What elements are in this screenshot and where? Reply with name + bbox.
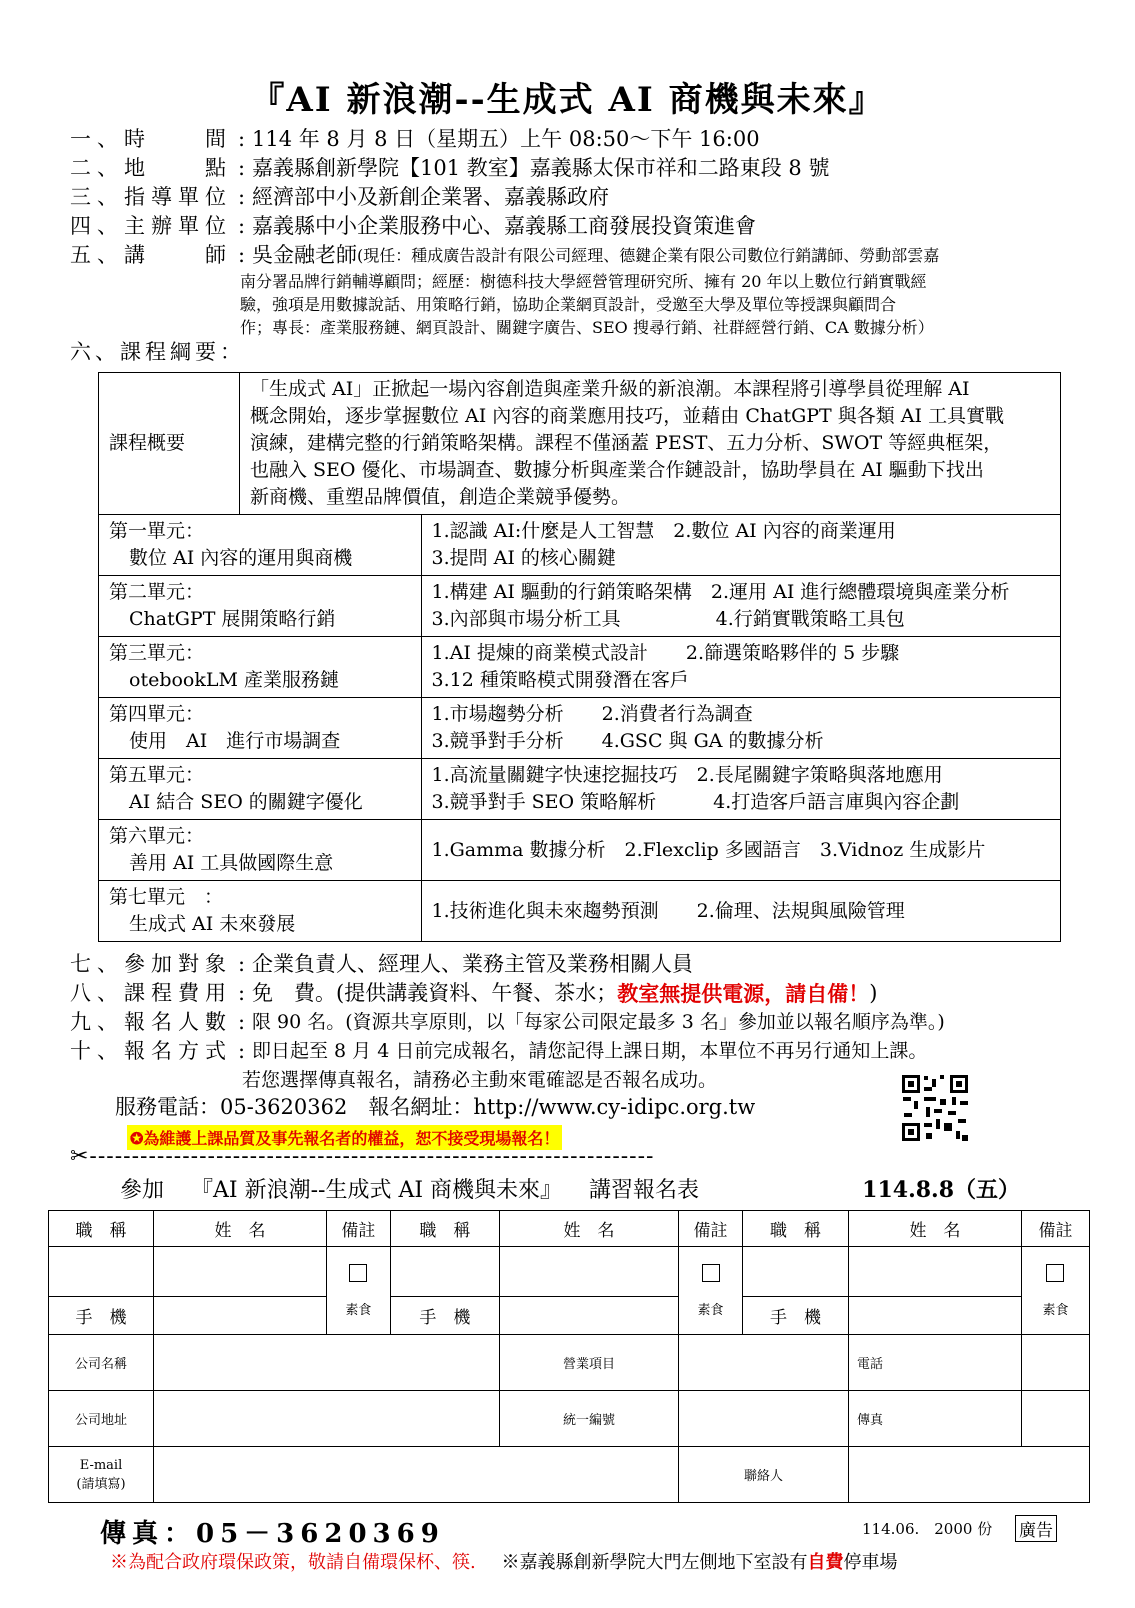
unit-content [421,881,1061,942]
unit-topic: 3.提問 AI 的核心關鍵 [431,547,616,569]
unit-title [99,698,422,759]
col-name: 姓 名 [499,1211,678,1247]
unit-topic: 1.Gamma 數據分析 2.Flexclip 多國語言 3.Vidnoz 生成影片 [431,838,986,861]
ad-tag: 廣告 [1015,1515,1057,1542]
unit-topic: 1.AI 提煉的商業模式設計 2.篩選策略夥伴的 5 步驟 [431,642,900,664]
eco-note: ※為配合政府環保政策，敬請自備環保杯、筷. [110,1552,476,1573]
onsite-notice: ✪為維護上課品質及事先報名者的權益，恕不接受現場報名！ [127,1125,562,1150]
col-note: 備註 [1021,1211,1089,1247]
unit-content [421,637,1061,698]
place-value: 嘉義縣創新學院【101 教室】嘉義縣太保市祥和二路東段 8 號 [252,156,830,180]
unit-row [99,820,1061,881]
email-label: E-mail [79,1457,123,1473]
unit-content [421,576,1061,637]
unit-name: 數位 AI 內容的運用與商機 [129,547,353,569]
vegetarian-checkbox[interactable] [1046,1264,1064,1282]
event-info: 一、時 間 : 114 年 8 月 8 日（星期五）上午 08:50～下午 16:00 二、地 點 : 嘉義縣創新學院【101 教室】嘉義縣太保市祥和二路東段 8 號 三、指導單位 : 經濟部中小及新創企業署、嘉義縣政府 四、主辦單位 : 嘉義縣中小企業服務中心、嘉義縣工商發展投資策進會 五、講 師 : 吳金融老師 (現任：種成廣告設計有限公司經理、德鍵企業有限公司數位行銷講師、勞動部雲嘉 南分署品牌行銷輔導顧問；經歷：樹德科技大學經營管理研究所、擁有 20 年以上數位行銷實戰經 驗，強項是用數據說話、用策略行銷，協助企業網頁設計，受邀至大學及單位等授課與顧問合 作；專長：產業服務鏈、網頁設計、關鍵字廣告、SEO 搜尋行銷、社群經營行銷、CA 數據分析） 六、課程綱要： [70,125,1070,365]
form-join: 參加 [120,1178,165,1203]
host-value: 嘉義縣中小企業服務中心、嘉義縣工商發展投資策進會 [252,214,756,238]
contact-field[interactable] [849,1447,1090,1503]
veg-label: 素食 [697,1302,724,1318]
unit-name: ChatGPT 展開策略行銷 [129,608,336,630]
unit-name: 善用 AI 工具做國際生意 [129,852,334,874]
unit-row [99,515,1061,576]
col-job: 職 稱 [742,1211,848,1247]
unit-number: 第四單元： [109,703,205,725]
fax-label: 傳真 [849,1391,1022,1447]
veg-label: 素食 [1042,1302,1069,1318]
col-note: 備註 [679,1211,743,1247]
mobile-label: 手 機 [742,1297,848,1335]
unit-title [99,576,422,637]
overview-line: 新商機、重塑品牌價值，創造企業競爭優勢。 [250,486,631,508]
tax-id-field[interactable] [679,1391,849,1447]
unit-topic: 3.12 種策略模式開發潛在客戶 [431,669,689,691]
phone-label: 電話 [849,1335,1022,1391]
unit-row [99,881,1061,942]
unit-topic: 1.技術進化與未來趨勢預測 2.倫理、法規與風險管理 [431,899,905,922]
parking-paid: 自費 [807,1552,844,1573]
guide-label: 三、指導單位 [70,185,232,209]
service-phone: 服務電話：05-3620362 報名網址：http://www.cy-idipc.org.tw [115,1095,756,1119]
audience-label: 七、參加對象 [70,952,232,976]
company-name-field[interactable] [154,1335,500,1391]
lecturer-name: 吳金融老師 [252,243,357,267]
unit-number: 第七單元 ： [109,886,224,908]
unit-title [99,515,422,576]
quota-value: 限 90 名。(資源共享原則，以「每家公司限定最多 3 名」參加並以報名順序為準。) [252,1011,945,1033]
fee-label: 八、課程費用 [70,981,232,1005]
unit-topic: 1.市場趨勢分析 2.消費者行為調查 [431,703,753,725]
unit-title [99,637,422,698]
fee-close: ) [869,981,878,1005]
lecturer-bio-line1: (現任：種成廣告設計有限公司經理、德鍵企業有限公司數位行銷講師、勞動部雲嘉 [357,246,940,265]
job-field[interactable] [390,1247,499,1297]
scissors-cut-line: ✂------------------------------------------------------------------- [70,1144,655,1169]
unit-topic: 3.競爭對手分析 4.GSC 與 GA 的數據分析 [431,730,824,752]
overview-label: 課程概要 [99,373,240,515]
col-job: 職 稱 [390,1211,499,1247]
veg-label: 素食 [345,1302,372,1318]
mobile-row [49,1297,1090,1335]
overview-row [99,373,1061,515]
unit-topic: 1.構建 AI 驅動的行銷策略架構 2.運用 AI 進行總體環境與產業分析 [431,581,1010,603]
col-note: 備註 [327,1211,391,1247]
email-field[interactable] [154,1447,679,1503]
unit-row [99,759,1061,820]
lecturer-label: 五、講 師 [70,243,232,267]
mobile-field[interactable] [154,1297,327,1335]
col-name: 姓 名 [154,1211,327,1247]
lecturer-bio-line3: 驗，強項是用數據說話、用策略行銷，協助企業網頁設計，受邀至大學及單位等授課與顧問合 [240,295,897,314]
business-field[interactable] [679,1335,849,1391]
note-cell [1021,1247,1089,1335]
guide-value: 經濟部中小及新創企業署、嘉義縣政府 [252,185,609,209]
page-title: 『AI 新浪潮--生成式 AI 商機與未來』 [250,80,885,120]
form-course-title: 『AI 新浪潮--生成式 AI 商機與未來』 [191,1178,563,1203]
unit-content [421,515,1061,576]
mobile-label: 手 機 [49,1297,154,1335]
overview-line: 演練，建構完整的行銷策略架構。課程不僅涵蓋 PEST、五力分析、SWOT 等經典框架， [250,432,1003,454]
header-row [49,1211,1090,1247]
attendee-row [49,1247,1090,1297]
unit-name: otebookLM 產業服務鏈 [129,669,339,691]
unit-content [421,698,1061,759]
fax-field[interactable] [1021,1391,1089,1447]
unit-title [99,820,422,881]
col-job: 職 稱 [49,1211,154,1247]
unit-topic: 3.內部與市場分析工具 4.行銷實戰策略工具包 [431,608,905,630]
note-cell [327,1247,391,1335]
unit-row [99,576,1061,637]
company-address-label: 公司地址 [49,1391,154,1447]
form-subtitle: 講習報名表 [589,1178,700,1203]
email-note: (請填寫) [76,1476,126,1492]
method-label: 十、報名方式 [70,1039,232,1063]
note-cell [679,1247,743,1335]
vegetarian-checkbox[interactable] [702,1264,720,1282]
unit-topic: 1.認識 AI:什麼是人工智慧 2.數位 AI 內容的商業運用 [431,520,896,542]
unit-name: 使用 AI 進行市場調查 [129,730,341,752]
course-table [98,372,1061,942]
footer-notes [110,1548,897,1574]
email-row [49,1447,1090,1503]
unit-number: 第三單元： [109,642,205,664]
registration-table [48,1210,1090,1503]
company-name-label: 公司名稱 [49,1335,154,1391]
method-value: 即日起至 8 月 4 日前完成報名，請您記得上課日期，本單位不再另行通知上課。 [252,1040,928,1062]
email-label-cell [49,1447,154,1503]
tax-id-label: 統一編號 [499,1391,678,1447]
mobile-field[interactable] [499,1297,678,1335]
contact-label: 聯絡人 [679,1447,849,1503]
unit-topic: 3.競爭對手 SEO 策略解析 4.打造客戶語言庫與內容企劃 [431,791,960,813]
place-label: 二、地 點 [70,156,232,180]
lecturer-bio-line4: 作；專長：產業服務鏈、網頁設計、關鍵字廣告、SEO 搜尋行銷、社群經營行銷、CA 數據分析） [240,318,934,337]
outline-label: 六、課程綱要： [70,340,245,364]
unit-name: AI 結合 SEO 的關鍵字優化 [129,791,363,813]
method-line2: 若您選擇傳真報名，請務必主動來電確認是否報名成功。 [242,1069,718,1091]
unit-number: 第五單元： [109,764,205,786]
unit-title [99,881,422,942]
col-name: 姓 名 [849,1211,1022,1247]
unit-topic: 1.高流量關鍵字快速挖掘技巧 2.長尾關鍵字策略與落地應用 [431,764,943,786]
time-value: 114 年 8 月 8 日（星期五）上午 08:50～下午 16:00 [252,127,760,151]
unit-title [99,759,422,820]
unit-content [421,759,1061,820]
unit-row [99,637,1061,698]
name-field[interactable] [154,1247,327,1297]
form-title [120,1173,1060,1204]
overview-line: 概念開始，逐步掌握數位 AI 內容的商業應用技巧，並藉由 ChatGPT 與各類 AI 工具實戰 [250,405,1005,427]
address-row [49,1391,1090,1447]
mobile-field[interactable] [849,1297,1022,1335]
fee-warning: 教室無提供電源，請自備！ [617,981,870,1006]
unit-name: 生成式 AI 未來發展 [129,913,296,935]
unit-number: 第六單元： [109,825,205,847]
fee-value: 免 費。(提供講義資料、午餐、茶水； [252,981,618,1005]
company-row [49,1335,1090,1391]
overview-text [240,373,1061,515]
event-details: 七、參加對象 : 企業負責人、經理人、業務主管及業務相關人員 八、課程費用 : 免 費。(提供講義資料、午餐、茶水； 教室無提供電源，請自備！ ) 九、報名人數 : 限 90 名。(資源共享原則，以「每家公司限定最多 3 名」參加並以報名順序為準。) 十、報名方式 : 即日起至 8 月 4 日前完成報名，請您記得上課日期，本單位不再另行通知上課。 若您選擇傳真報名，請務必主動來電確認是否報名成功。 服務電話：05-3620362 報名網址：http://www.cy-idipc.org.tw [70,950,1070,1120]
parking-note-end: 停車場 [843,1552,898,1573]
form-date: 114.8.8（五） [862,1177,1020,1203]
qr-code-icon[interactable] [900,1073,970,1143]
overview-line: 也融入 SEO 優化、市場調查、數據分析與產業合作鏈設計，協助學員在 AI 驅動下找出 [250,459,984,481]
vegetarian-checkbox[interactable] [349,1264,367,1282]
job-field[interactable] [742,1247,848,1297]
name-field[interactable] [849,1247,1022,1297]
unit-number: 第二單元： [109,581,205,603]
unit-number: 第一單元： [109,520,205,542]
job-field[interactable] [49,1247,154,1297]
host-label: 四、主辦單位 [70,214,232,238]
quota-label: 九、報名人數 [70,1010,232,1034]
print-edition: 114.06. 2000 份 [862,1520,993,1538]
lecturer-bio-line2: 南分署品牌行銷輔導顧問；經歷：樹德科技大學經營管理研究所、擁有 20 年以上數位行銷實戰經 [240,272,927,291]
unit-content [421,820,1061,881]
overview-line: 「生成式 AI」正掀起一場內容創造與產業升級的新浪潮。本課程將引導學員從理解 AI [250,378,970,400]
business-label: 營業項目 [499,1335,678,1391]
time-label: 一、時 間 [70,127,232,151]
unit-row [99,698,1061,759]
fax-number: 傳真：05－3620369 [100,1519,445,1549]
company-address-field[interactable] [154,1391,500,1447]
mobile-label: 手 機 [390,1297,499,1335]
name-field[interactable] [499,1247,678,1297]
parking-note: ※嘉義縣創新學院大門左側地下室設有 [501,1552,808,1573]
phone-field[interactable] [1021,1335,1089,1391]
audience-value: 企業負責人、經理人、業務主管及業務相關人員 [252,952,693,976]
